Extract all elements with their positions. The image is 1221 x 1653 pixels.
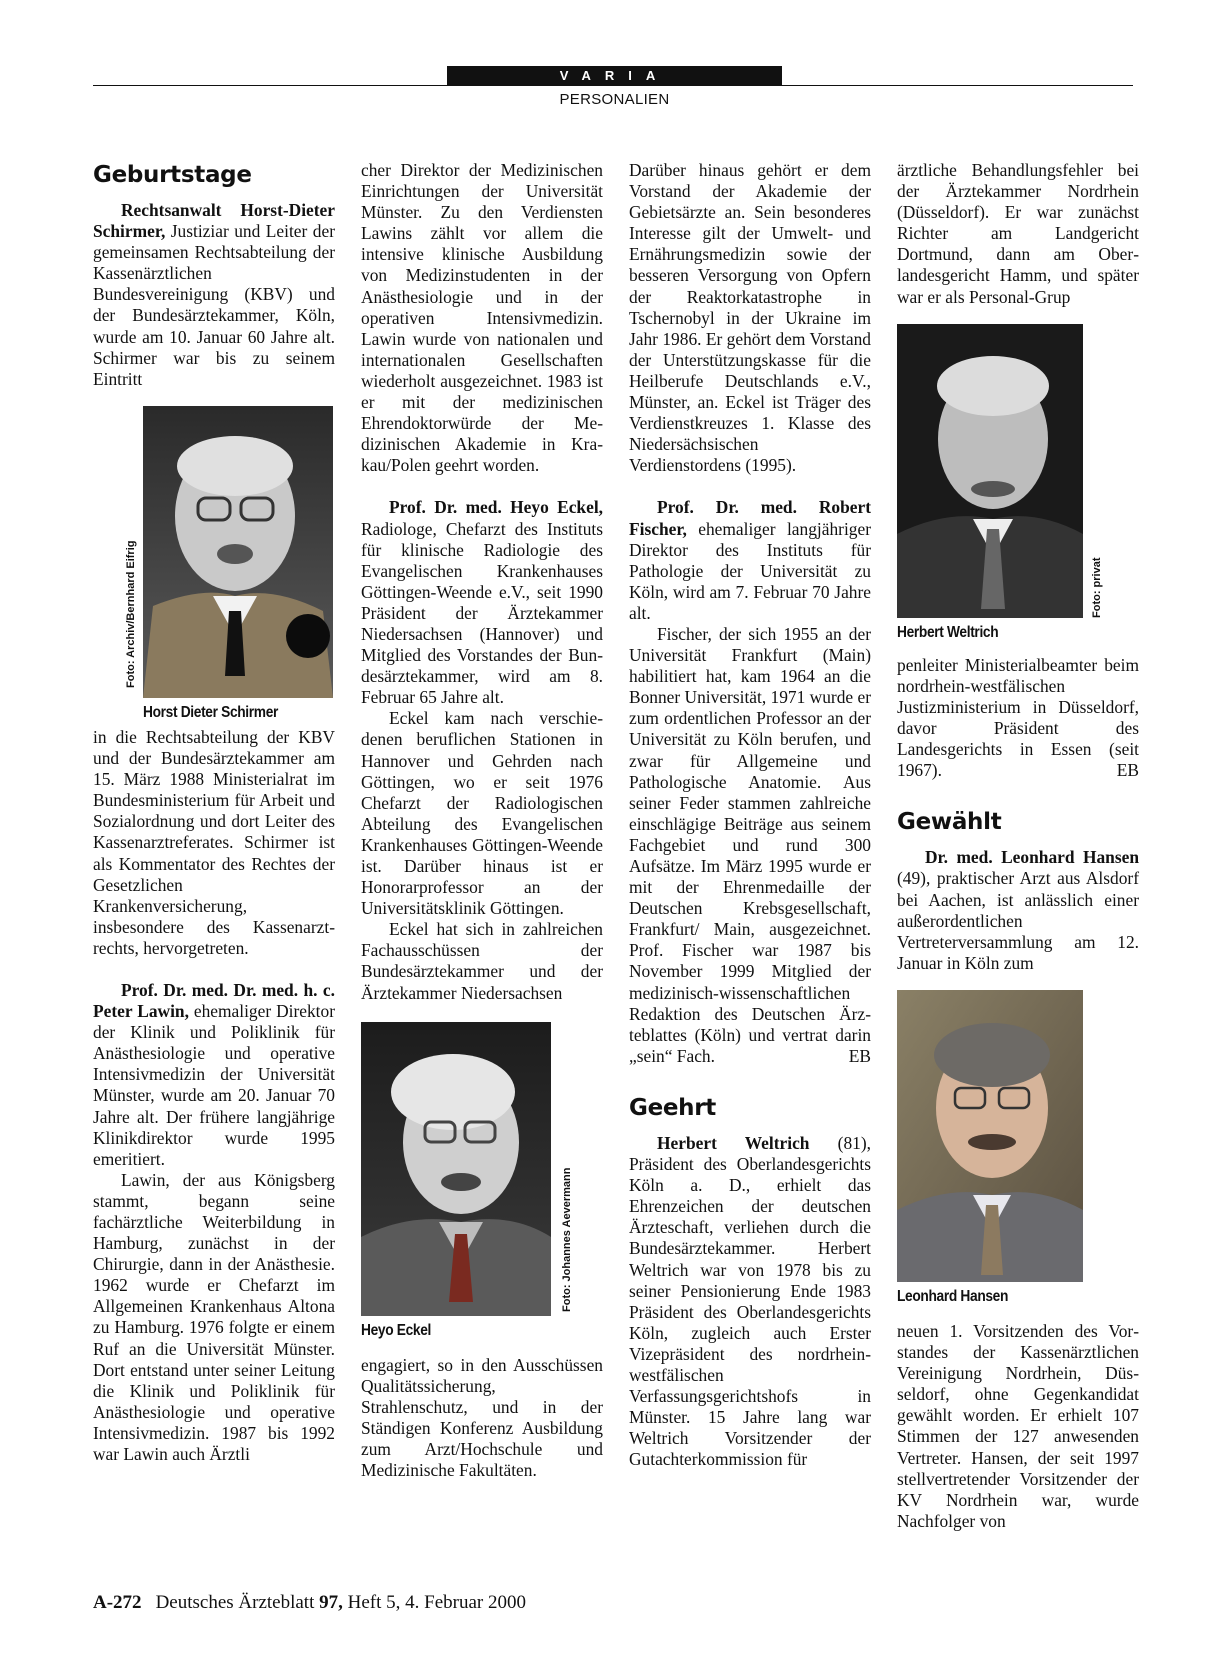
person-name: Rechtsanwalt Horst-Dieter Schirmer, [93, 200, 335, 242]
page-number: A-272 [93, 1592, 142, 1613]
paragraph-text: ehemaliger langjähriger Direktor des Instituts für Pathologie der Universität zu Köln, wird am 7. Februar 70 Jahre alt. [629, 518, 871, 623]
person-name: Dr. med. Leonhard Hansen [925, 847, 1139, 868]
paragraph: in die Rechtsabteilung der KBV und der Bundesärztekammer am 15. März 1988 Ministerialrat im Bundesministerium für Arbeit und Sozialordnung und dort Leiter des Kassenarztreferates. Schirmer ist als Kommentator des Rechtes der Gesetzlichen Krankenversicherung, insbesondere des Kassenarztrechts, hervorgetreten. [93, 726, 335, 958]
paragraph-text: ehemaliger Direktor der Klinik und Poliklinik für Anästhesiologie und operative Intensivmedizin der Universität Münster, wurde am 20. Januar 70 Jahre alt. Der frühere langjährige Klinikdirektor wurde 1995 emeritiert. [93, 1001, 335, 1169]
person-name: Herbert Weltrich [657, 1132, 810, 1153]
column-3 [629, 160, 871, 1470]
paragraph: neuen 1. Vorsitzenden des Vorstandes der Kassenärztlichen Vereinigung Nordrhein, Düsseldorf, ohne Gegenkandidat gewählt worden. Er erhielt 107 Stimmen der 127 anwesenden Vertreter. Hansen, der seit 1997 stellvertretender Vorsitzender der KV Nordrhein war, wurde Nachfolger von [897, 1320, 1139, 1531]
paragraph: Darüber hinaus gehört er dem Vorstand der Akademie der Gebietsärzte an. Sein besonderes Interesse gilt der Umwelt- und Ernährungsmedizin sowie der besseren Versorgung von Opfern der Reaktorkatastrophe in Tschernobyl in der Ukraine im Jahr 1986. Er gehört dem Vorstand der Unterstützungskasse für die Heilberufe Deutschlands e.V., Münster, an. Eckel ist Träger des Verdienstkreuzes 1. Klasse des Niedersächsischen Verdienstordens (1995). [629, 160, 871, 476]
paragraph [93, 980, 335, 1170]
photo-weltrich [897, 324, 1139, 643]
photo-hansen [897, 990, 1139, 1307]
portrait-weltrich-illustration [897, 324, 1083, 618]
paragraph-text: (81), Präsident des Oberlandesgerichts Köln a. D., erhielt das Ehrenzeichen der deutschen Ärzteschaft, verliehen durch die Bundesärztekammer. Herbert Weltrich war von 1978 bis zu seiner Pensionierung Ende 1983 Präsident des Oberlandesgerichts Köln, zugleich auch Erster Vizepräsident des nordrhein-westfälischen Verfassungsgerichtshofs in Münster. 15 Jahre lang war Weltrich Vorsitzender der Gutachterkommission für [629, 1132, 871, 1470]
section-label: VARIA [447, 66, 782, 86]
portrait-hansen-illustration [897, 990, 1083, 1282]
portrait-image [361, 1022, 551, 1316]
portrait-image [897, 990, 1083, 1282]
portrait-schirmer-illustration [143, 406, 333, 698]
column-1 [93, 160, 335, 1465]
photo-credit: Foto: privat [1091, 557, 1103, 618]
paragraph [629, 624, 871, 1067]
person-name: Prof. Dr. med. Dr. med. h. c. Peter Lawin, [93, 979, 335, 1022]
paragraph [897, 655, 1139, 782]
paragraph [629, 1133, 871, 1471]
portrait-image [897, 324, 1083, 618]
paragraph-text: Fischer, der sich 1955 an der Universität Frankfurt (Main) habilitiert hat, kam 1964 an die Bonner Universität, 1971 wurde er zum ordentlichen Professor an der Universität zu Köln berufen, und zwar für Allgemeine und Pathologische Anatomie. Aus seiner Feder stammen zahlreiche einschlägige Beiträge aus seinem Fachgebiet und rund 300 Aufsätze. Im März 1995 wurde er mit der Ehrenmedaille der Deutschen Krebsgesellschaft, Frankfurt/ Main, ausgezeichnet. Prof. Fischer war 1987 bis November 1999 Mitglied der medizinisch-wissenschaftlichen Redaktion des Deutschen Ärzteblattes (Köln) und vertrat darin „sein“ Fach. [629, 623, 871, 1066]
photo-credit: Foto: Johannes Aevermann [561, 1167, 573, 1312]
heading-geehrt: Geehrt [629, 1094, 716, 1121]
portrait-image [143, 406, 333, 698]
paragraph: cher Direktor der Medizinischen Einrichtungen der Universität Münster. Zu den Verdiensten Lawins zählt vor allem die intensive klinische Ausbildung von Medizinstudenten in der Anästhesiologie und in der operativen Intensivmedizin. Lawin wurde von nationalen und internationalen Gesellschaften wiederholt ausgezeichnet. 1983 ist er mit der medizinischen Ehrendoktorwürde der Medizinischen Akademie in Krakau/Polen geehrt worden. [361, 160, 603, 476]
paragraph [897, 847, 1139, 974]
page-footer [93, 1592, 526, 1614]
column-4 [897, 160, 1139, 1532]
photo-eckel [361, 1022, 603, 1341]
journal-name: Deutsches Ärzteblatt [155, 1592, 315, 1613]
heading-gewaehlt: Gewählt [897, 809, 1002, 836]
photo-credit: Foto: Archiv/Bernhard Eifrig [125, 540, 137, 688]
paragraph: Eckel kam nach verschiedenen beruflichen Stationen in Hannover und Gehrden nach Göttingen, wo er seit 1976 Chefarzt der Radiologischen Abteilung des Evangelischen Krankenhauses Göttingen-Weende ist. Darüber hinaus ist er Honorarprofessor an der Universitätsklinik Göttingen. [361, 708, 603, 919]
issue-info: Heft 5, 4. Februar 2000 [347, 1592, 526, 1613]
person-name: Prof. Dr. med. Robert Fischer, [629, 497, 871, 539]
paragraph: engagiert, so in den Ausschüssen Qualitätssicherung, Strahlenschutz, und in der Ständigen Konferenz Ausbildung zum Arzt/Hochschule und Medizinische Fakultäten. [361, 1354, 603, 1481]
author-initials: EB [848, 1045, 871, 1066]
photo-caption: Leonhard Hansen [897, 1287, 1009, 1305]
photo-caption: Horst Dieter Schirmer [143, 703, 279, 721]
paragraph: Lawin, der aus Königsberg stammt, begann seine fachärztliche Weiterbildung in Hamburg, zunächst in der Chirurgie, dann in der Anästhesie. 1962 wurde er Chefarzt im Allgemeinen Krankenhaus Altona zu Hamburg. 1976 folgte er einem Ruf an die Universität Münster. Dort entstand unter seiner Leitung die Klinik und Poliklinik für Anästhesiologie und operative Intensivmedizin. 1987 bis 1992 war Lawin auch Ärztli [93, 1169, 335, 1465]
paragraph: ärztliche Behandlungsfehler bei der Ärztekammer Nordrhein (Düsseldorf). Er war zunächst Richter am Landgericht Dortmund, dann am Oberlandesgericht Hamm, und später war er als Personal-Grup [897, 160, 1139, 307]
photo-caption: Heyo Eckel [361, 1321, 431, 1339]
subsection-label: PERSONALIEN [559, 91, 670, 108]
paragraph [93, 200, 335, 390]
column-2 [361, 160, 603, 1481]
portrait-eckel-illustration [361, 1022, 551, 1316]
paragraph: Eckel hat sich in zahlreichen Fachausschüssen der Bundesärztekammer und der Ärztekammer Niedersachsen [361, 919, 603, 1003]
paragraph-text: penleiter Ministerialbeamter beim nordrhein-westfälischen Justizministerium in Düsseldorf, davor Präsident des Landesgerichts in Essen (seit 1967). [897, 654, 1139, 781]
paragraph-text: Justiziar und Leiter der gemeinsamen Rechtsabteilung der Kassenärztlichen Bundesvereinigung (KBV) und der Bundesärztekammer, Köln, wurde am 10. Januar 60 Jahre alt. Schirmer war bis zu seinem Eintritt [93, 221, 335, 389]
paragraph-text: Radiologe, Chefarzt des Instituts für klinische Radiologie des Evangelischen Krankenhauses Göttingen-Weende e.V., seit 1990 Präsident der Ärztekammer Niedersachsen (Hannover) und Mitglied des Vorstandes der Bundesärztekammer, wird am 8. Februar 65 Jahre alt. [361, 518, 603, 708]
paragraph [629, 497, 871, 624]
author-initials: EB [1116, 760, 1139, 781]
photo-schirmer [125, 406, 335, 723]
paragraph [361, 497, 603, 708]
heading-geburtstage: Geburtstage [93, 162, 252, 188]
person-name: Prof. Dr. med. Heyo Eckel, [389, 497, 603, 518]
photo-caption: Herbert Weltrich [897, 623, 999, 641]
paragraph-text: (49), praktischer Arzt aus Alsdorf bei Aachen, ist anlässlich einer außerordentlichen Vertreterversammlung am 12. Januar in Köln zum [897, 868, 1139, 973]
volume: 97, [319, 1592, 343, 1613]
